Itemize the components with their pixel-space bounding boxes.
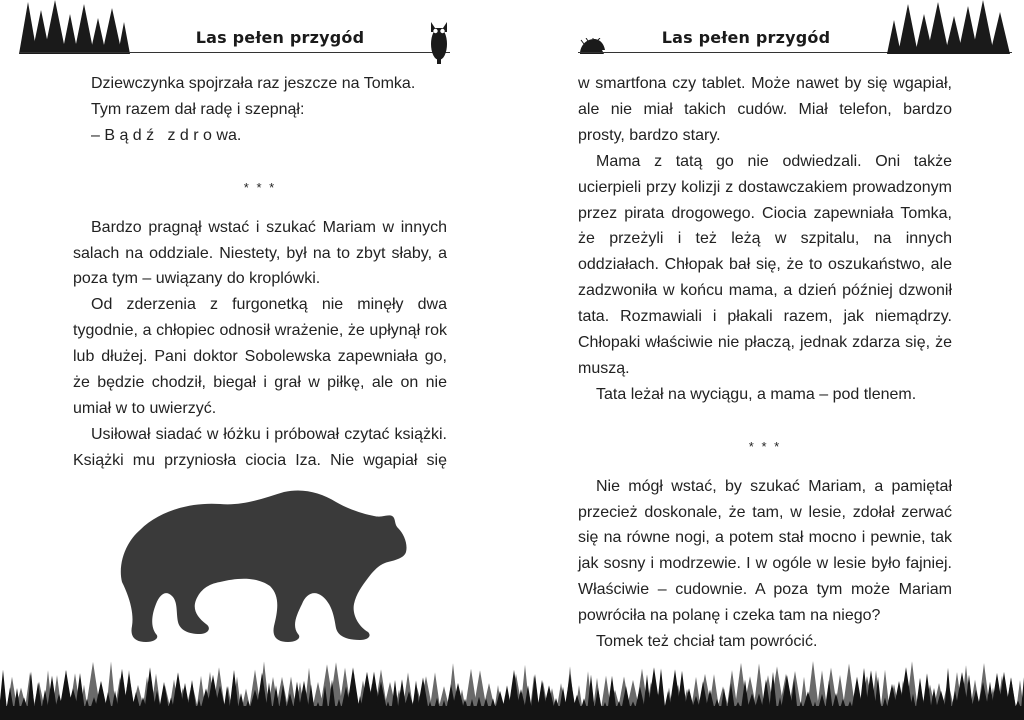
paragraph: Mama z tatą go nie odwiedzali. Oni także ucierpieli przy kolizji z dostawczakiem prowadzonym przez pirata drogowego. Ciocia zapewniała Tomka, że przeżyli i też leżą w szpitalu, na innych oddziałach. Chłopak bał się, że to oszukaństwo, ale zadzwoniła w końcu mama, a dzień później dzwonił tata. Rozmawiali i płakali razem, jak niemądrzy. Chłopaki właściwie nie płaczą, jednak zdarza się, że muszą. [578,152,952,377]
forest-border-icon [0,648,1024,720]
paragraph: Tym razem dał radę i szepnął: [91,100,305,118]
right-page [512,0,1024,720]
paragraph: Od zderzenia z furgonetką nie minęły dwa tygodnie, a chłopiec odnosił wrażenie, że upłynął rok lub dłużej. Pani doktor Sobolewska zapewniała go, że będzie chodził, biegał i grał w piłkę, ale on nie umiał w to uwierzyć. [73,296,447,417]
scene-separator: * * * [748,438,782,454]
pine-trees-icon [18,0,130,54]
header-rule [20,52,450,53]
paragraph: Tata leżał na wyciągu, a mama – pod tlenem. [596,385,917,403]
paragraph: Bardzo pragnął wstać i szukać Mariam w innych salach na oddziale. Niestety, był na to zbyt słaby, a poza tym – uwiązany do kroplówki. [73,218,447,288]
pine-trees-icon [886,0,1012,54]
scene-separator: * * * [243,179,277,195]
paragraph: Tomek też chciał tam powrócić. [596,633,818,651]
right-page-text [578,71,952,655]
paragraph: w smartfona czy tablet. Może nawet by się wgapiał, ale nie miał takich cudów. Miał telefon, bardzo prosty, bardzo stary. [578,75,952,144]
paragraph: – B ą d ź z d r o wa. [91,126,242,144]
running-title: Las pełen przygód [195,28,365,47]
paragraph: Usiłował siadać w łóżku i próbował czytać książki. Książki mu przyniosła ciocia Iza. Nie wgapiał się [73,425,447,469]
running-title: Las pełen przygód [661,28,831,47]
paragraph: Nie mógł wstać, by szukać Mariam, a pamiętał przecież doskonale, że tam, w lesie, zdołał zerwać się na równe nogi, a potem stał mocno i pewnie, tak jak sosny i modrzewie. I w ogóle w lesie było fajniej. Właściwie – cudownie. A poza tym może Mariam powróciła na polanę i czeka tam na niego? [578,477,952,625]
bear-silhouette-icon [116,486,408,642]
paragraph: Dziewczynka spojrzała raz jeszcze na Tomka. [91,75,416,92]
owl-icon [428,20,450,64]
left-page-text [73,71,447,474]
